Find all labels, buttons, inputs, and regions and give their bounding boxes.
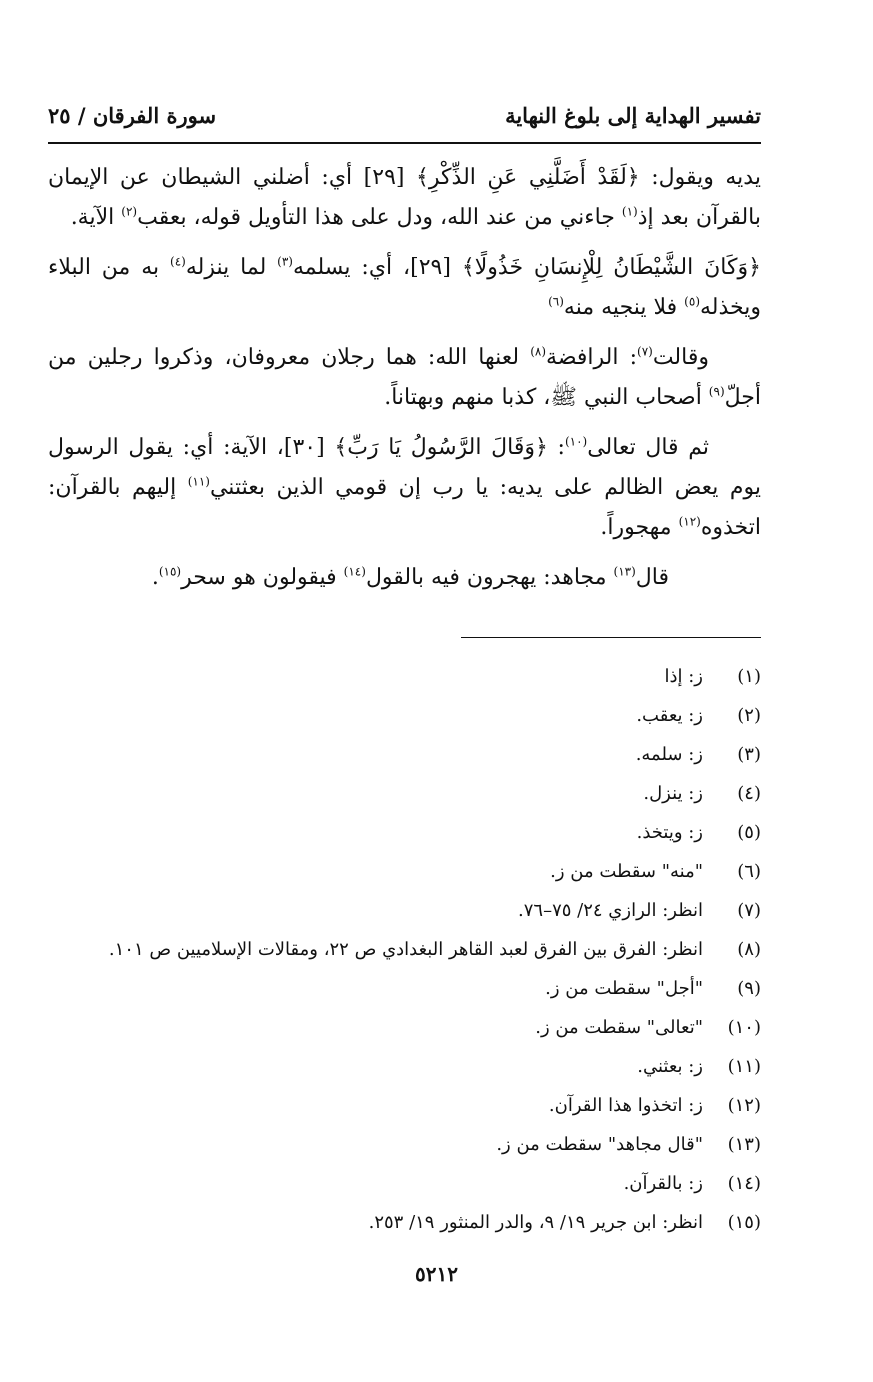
book-title: تفسير الهداية إلى بلوغ النهاية — [505, 102, 761, 128]
footnote-ref: (٦) — [548, 294, 564, 309]
footnote-text: ز: سلمه. — [635, 744, 703, 765]
footnote-ref: (٢) — [121, 204, 138, 219]
footnote-ref: (٣) — [277, 254, 293, 269]
footnote-number: (٣) — [737, 744, 761, 765]
footnote-ref: (٤) — [170, 254, 186, 269]
footnote-ref: (١٢) — [678, 514, 701, 529]
footnote-item — [48, 1047, 761, 1086]
footnote-text: ز: بعثني. — [637, 1056, 703, 1077]
footnote-text: ز: ينزل. — [643, 783, 703, 804]
footnote-item — [48, 1203, 761, 1242]
footnote-ref: (١١) — [187, 474, 210, 489]
footnote-ref: (١٤) — [343, 564, 366, 579]
footnote-number: (٧) — [737, 900, 761, 921]
footnote-item — [48, 813, 761, 852]
footnote-item — [48, 774, 761, 813]
footnote-item — [48, 1125, 761, 1164]
footnote-text: ز: ويتخذ. — [636, 822, 703, 843]
footnote-item — [48, 930, 761, 969]
footnote-number: (١) — [737, 666, 761, 687]
footnote-text: انظر: ابن جرير ١٩/ ٩، والدر المنثور ١٩/ ٢٥٣. — [368, 1212, 703, 1233]
footnote-ref: (١) — [621, 204, 638, 219]
footnote-number: (١٤) — [727, 1173, 761, 1194]
footnote-text: ز: يعقب. — [636, 705, 703, 726]
footnote-text: انظر: الرازي ٢٤/ ٧٥–٧٦. — [518, 900, 703, 921]
footnote-text: ز: اتخذوا هذا القرآن. — [548, 1095, 703, 1116]
footnote-ref: (٥) — [684, 294, 700, 309]
footnote-text: "منه" سقطت من ز. — [550, 861, 703, 882]
footnote-number: (٦) — [737, 861, 761, 882]
footnote-item — [48, 657, 761, 696]
footnote-ref: (١٥) — [158, 564, 182, 579]
footnote-text: ز: إذا — [664, 666, 703, 687]
footnote-item — [48, 852, 761, 891]
footnote-ref: (١٠) — [564, 434, 588, 449]
footnote-item — [48, 1164, 761, 1203]
footnote-text: "قال مجاهد" سقطت من ز. — [496, 1134, 703, 1155]
footnote-number: (٩) — [737, 978, 761, 999]
main-text — [48, 158, 761, 608]
paragraph-4: ثم قال تعالى$^{(١٠)}$: ﴿وَقَالَ الرَّسُولُ يَا رَبِّ﴾ [٣٠]، الآية: أي: يقول الرسول يوم يعض الظالم على يديه: يا رب إن قومي الذين بعثتني$^{(١١)}$ إليهم بالقرآن: اتخذوه$^{(١٢)}$ مهجوراً. — [48, 434, 761, 540]
footnote-number: (٤) — [737, 783, 761, 804]
footnote-item — [48, 969, 761, 1008]
footnote-ref: (١٣) — [613, 564, 636, 579]
footnote-text: "تعالى" سقطت من ز. — [535, 1017, 703, 1038]
footnote-text: "أجل" سقطت من ز. — [545, 978, 703, 999]
footnote-number: (١٢) — [727, 1095, 761, 1116]
footnote-number: (٨) — [737, 939, 761, 960]
footnote-text: انظر: الفرق بين الفرق لعبد القاهر البغدادي ص ٢٢، ومقالات الإسلاميين ص ١٠١. — [108, 939, 703, 960]
running-header — [48, 98, 761, 132]
paragraph-2: ﴿وَكَانَ الشَّيْطَانُ لِلْإِنسَانِ خَذُولًا﴾ [٢٩]، أي: يسلمه$^{(٣)}$ لما ينزله$^{(٤)}$ به من البلاء ويخذله$^{(٥)}$ فلا ينجيه منه$^{(٦)}$ — [48, 254, 761, 320]
footnote-item — [48, 891, 761, 930]
footnote-number: (١٥) — [727, 1212, 761, 1233]
footnote-number: (٢) — [737, 705, 761, 726]
footnote-number: (٥) — [737, 822, 761, 843]
footnote-ref: (٨) — [530, 344, 547, 359]
footnote-number: (١٠) — [727, 1017, 761, 1038]
footnote-number: (١١) — [727, 1056, 761, 1077]
footnote-item — [48, 696, 761, 735]
paragraph-1: يديه ويقول: ﴿لَقَدْ أَضَلَّنِي عَنِ الذِّكْرِ﴾ [٢٩] أي: أضلني الشيطان عن الإيمان بالقرآن بعد إذ$^{(١)}$ جاءني من عند الله، ودل على هذا التأويل قوله، بعقب$^{(٢)}$ الآية. — [48, 165, 761, 230]
header-rule — [48, 142, 761, 144]
paragraph-5: قال$^{(١٣)}$ مجاهد: يهجرون فيه بالقول$^{(١٤)}$ فيقولون هو سحر$^{(١٥)}$. — [151, 564, 669, 590]
footnote-item — [48, 735, 761, 774]
footnote-item — [48, 1086, 761, 1125]
footnote-item — [48, 1008, 761, 1047]
footnote-text: ز: بالقرآن. — [623, 1173, 703, 1194]
footnote-separator — [461, 637, 761, 638]
footnote-number: (١٣) — [727, 1134, 761, 1155]
surah-page-label: سورة الفرقان / ٢٥ — [48, 102, 217, 128]
paragraph-3: وقالت$^{(٧)}$: الرافضة$^{(٨)}$ لعنها الله: هما رجلان معروفان، وذكروا رجلين من أجلّ$^{(٩)}$ أصحاب النبي ﷺ، كذبا منهم وبهتاناً. — [48, 344, 761, 410]
footnotes-list — [48, 657, 761, 1242]
footnote-ref: (٩) — [708, 384, 725, 399]
page-number: ٥٢١٢ — [415, 1262, 458, 1286]
footnote-ref: (٧) — [637, 344, 653, 359]
